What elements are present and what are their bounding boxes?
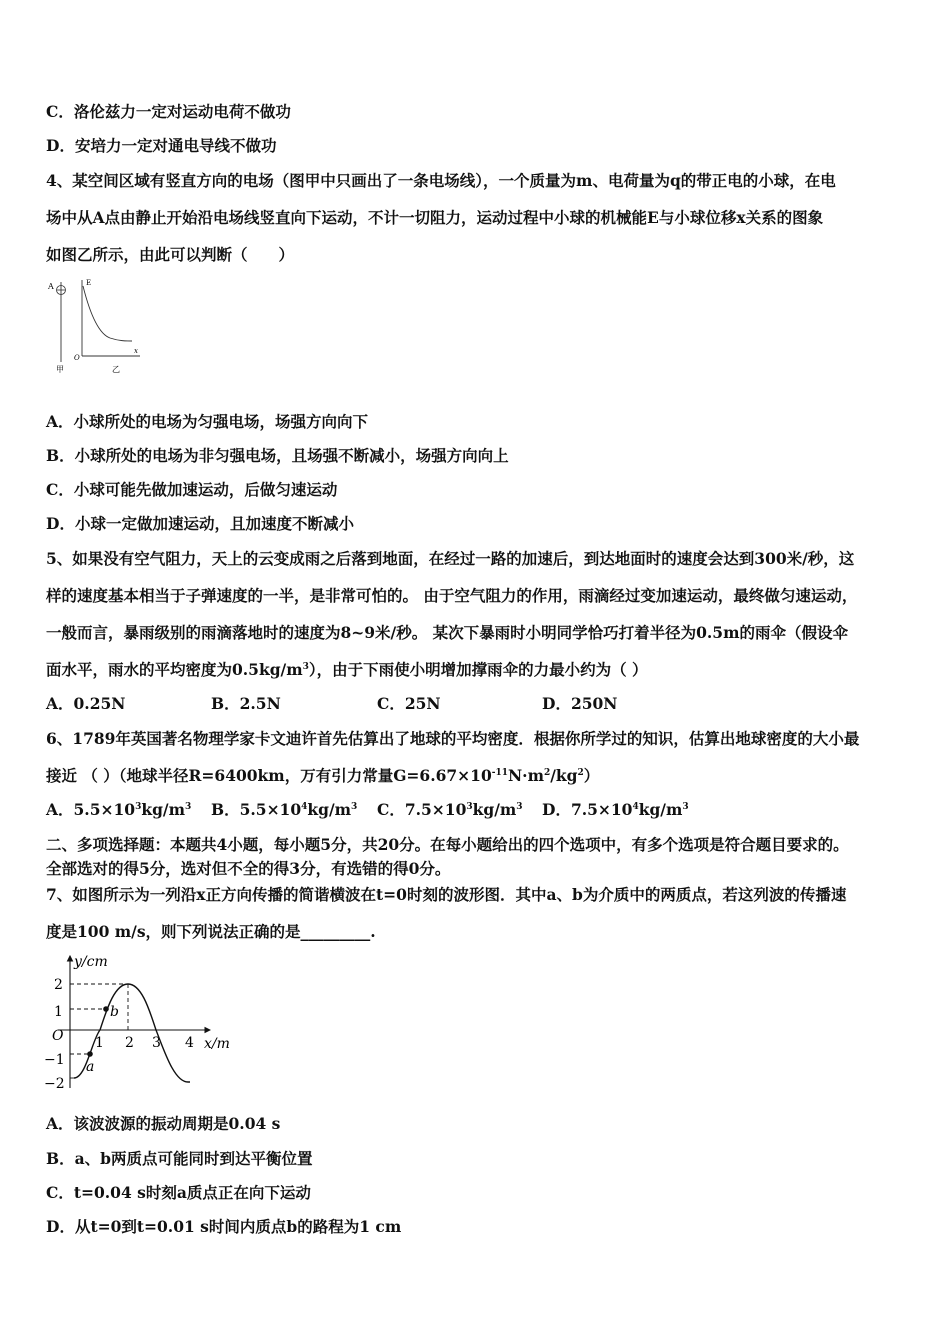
q6-d-exp2: 3 xyxy=(682,801,689,812)
q6-d-unit: kg/m xyxy=(638,800,683,819)
q4-fig-caption-yi: 乙 xyxy=(112,365,120,374)
point-b-marker xyxy=(103,1006,109,1012)
point-a-label: a xyxy=(86,1059,95,1075)
q6-line2-mid2: /kg xyxy=(550,766,578,785)
q5-line4-post: ），由于下雨使小明增加撑雨伞的力最小约为（ ） xyxy=(308,660,648,679)
q7-wave-figure xyxy=(40,950,240,1090)
ytick-neg1: −1 xyxy=(44,1052,65,1068)
ytick-2: 2 xyxy=(54,977,63,993)
point-a-marker xyxy=(87,1051,93,1057)
q6-line2-sup1: -11 xyxy=(491,767,508,778)
q4-fig-label-a: A xyxy=(48,282,54,291)
q6-option-b xyxy=(211,800,357,820)
q6-d-pre: D．7.5×10 xyxy=(542,800,633,819)
q6-b-pre: B．5.5×10 xyxy=(211,800,302,819)
ytick-1: 1 xyxy=(54,1004,63,1020)
q6-line2-sup2: 2 xyxy=(543,767,551,778)
q4-fig-label-x: x xyxy=(134,347,138,355)
q6-line2-sup3: 2 xyxy=(577,767,584,778)
origin-label: O xyxy=(52,1028,64,1044)
q6-a-exp2: 3 xyxy=(184,801,192,812)
q7-option-c: C．t=0.04 s时刻a质点正在向下运动 xyxy=(46,1183,311,1202)
xtick-1: 1 xyxy=(95,1035,104,1051)
q6-line2-post: ） xyxy=(583,766,600,785)
q6-b-unit: kg/m xyxy=(307,800,352,819)
q7-stem-line2: 度是100 m/s，则下列说法正确的是_________. xyxy=(46,922,376,941)
q4-option-d: D．小球一定做加速运动，且加速度不断减小 xyxy=(46,514,354,533)
q4-figure xyxy=(44,274,154,378)
q5-option-c: C．25N xyxy=(377,694,441,713)
q5-option-d: D．250N xyxy=(542,694,618,713)
q5-stem-line2: 样的速度基本相当于子弹速度的一半，是非常可怕的。 由于空气阻力的作用，雨滴经过变加速运动，最终做匀速运动， xyxy=(46,586,858,605)
q6-b-exp2: 3 xyxy=(351,801,358,812)
q4-option-b: B．小球所处的电场为非匀强电场，且场强不断减小，场强方向向上 xyxy=(46,446,509,465)
q7-stem-line1: 7、如图所示为一列沿x正方向传播的简谐横波在t=0时刻的波形图．其中a、b为介质中的两质点，若这列波的传播速 xyxy=(46,885,847,904)
q6-a-exp: 3 xyxy=(135,801,142,812)
xtick-3: 3 xyxy=(152,1035,161,1051)
q6-c-pre: C．7.5×10 xyxy=(377,800,467,819)
xtick-2: 2 xyxy=(125,1035,134,1051)
energy-curve xyxy=(83,286,132,341)
q6-c-unit: kg/m xyxy=(472,800,517,819)
q4-stem-line1: 4、某空间区域有竖直方向的电场（图甲中只画出了一条电场线），一个质量为m、电荷量为q的带正电的小球，在电 xyxy=(46,171,836,190)
q7-option-d: D．从t=0到t=0.01 s时间内质点b的路程为1 cm xyxy=(46,1217,402,1236)
q6-c-exp: 3 xyxy=(466,801,473,812)
q6-a-unit: kg/m xyxy=(141,800,185,819)
section2-heading-line2: 全部选对的得5分，选对但不全的得3分，有选错的得0分。 xyxy=(46,859,451,878)
q4-fig-label-o: O xyxy=(74,354,80,362)
y-axis-label: y/cm xyxy=(74,954,108,970)
option-d-prev: D．安培力一定对通电导线不做功 xyxy=(46,136,277,155)
q6-stem-line2 xyxy=(46,766,599,786)
q5-line4-sup: 3 xyxy=(302,661,309,672)
q5-stem-line3: 一般而言，暴雨级别的雨滴落地时的速度为8~9米/秒。 某次下暴雨时小明同学恰巧打着半径为0.5m的雨伞（假设伞 xyxy=(46,623,848,642)
q5-line4-pre: 面水平，雨水的平均密度为0.5kg/m xyxy=(46,660,303,679)
q6-a-pre: A．5.5×10 xyxy=(46,800,136,819)
q6-line2-mid: N·m xyxy=(508,766,544,785)
q4-option-c: C．小球可能先做加速运动，后做匀速运动 xyxy=(46,480,338,499)
q7-option-b: B．a、b两质点可能同时到达平衡位置 xyxy=(46,1149,313,1168)
q5-stem-line1: 5、如果没有空气阻力，天上的云变成雨之后落到地面，在经过一路的加速后，到达地面时的速度会达到300米/秒，这 xyxy=(46,549,855,568)
q6-stem-line1: 6、1789年英国著名物理学家卡文迪许首先估算出了地球的平均密度．根据你所学过的知识，估算出地球密度的大小最 xyxy=(46,729,860,748)
q4-stem-line3: 如图乙所示，由此可以判断（ ） xyxy=(46,245,295,264)
q4-option-a: A．小球所处的电场为匀强电场，场强方向向下 xyxy=(46,412,369,431)
ytick-neg2: −2 xyxy=(44,1076,65,1090)
point-b-label: b xyxy=(110,1004,119,1020)
q6-c-exp2: 3 xyxy=(516,801,523,812)
q4-fig-caption-jia: 甲 xyxy=(56,365,64,374)
q6-option-c xyxy=(377,800,523,820)
section2-heading-line1: 二、多项选择题：本题共4小题，每小题5分，共20分。在每小题给出的四个选项中，有多个选项是符合题目要求的。 xyxy=(46,835,849,854)
q6-option-a xyxy=(46,800,191,820)
q5-stem-line4 xyxy=(46,660,648,680)
x-axis-label: x/m xyxy=(204,1036,230,1052)
q6-line2-pre: 接近 （ ）（地球半径R=6400km，万有引力常量G=6.67×10 xyxy=(46,766,492,785)
q5-option-b: B．2.5N xyxy=(211,694,281,713)
xtick-4: 4 xyxy=(185,1035,194,1051)
q5-option-a: A．0.25N xyxy=(46,694,126,713)
q6-option-d xyxy=(542,800,689,820)
q7-option-a: A．该波波源的振动周期是0.04 s xyxy=(46,1114,281,1133)
q4-stem-line2: 场中从A点由静止开始沿电场线竖直向下运动，不计一切阻力，运动过程中小球的机械能E与小球位移x关系的图象 xyxy=(46,208,824,227)
q4-fig-label-e: E xyxy=(86,279,92,287)
q6-d-exp: 4 xyxy=(632,801,639,812)
q6-b-exp: 4 xyxy=(301,801,308,812)
option-c-prev: C．洛伦兹力一定对运动电荷不做功 xyxy=(46,102,291,121)
